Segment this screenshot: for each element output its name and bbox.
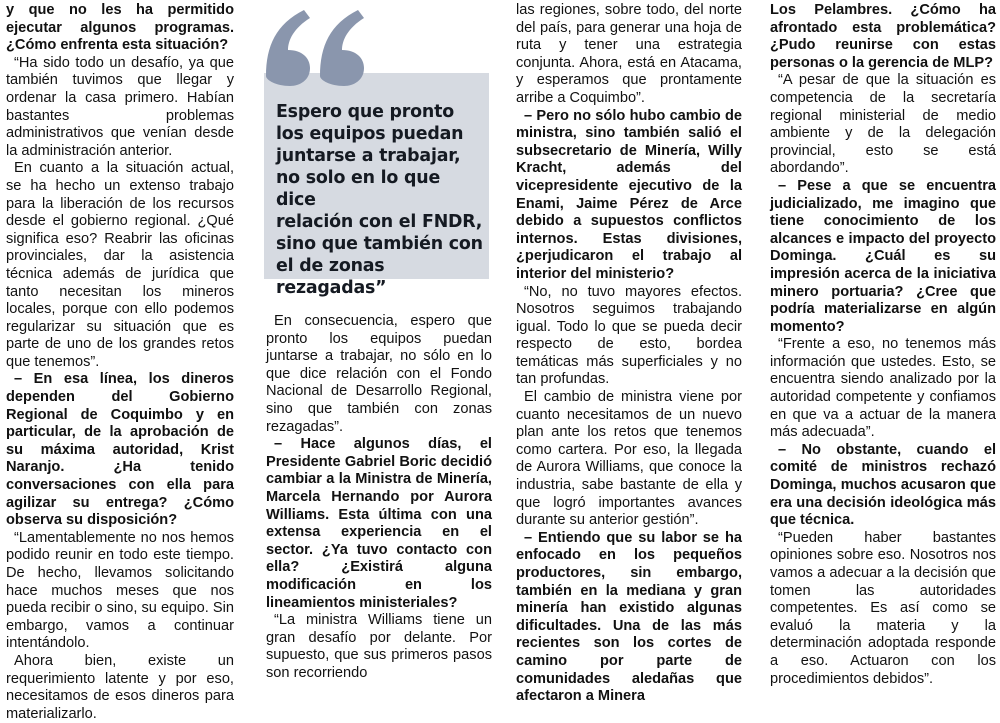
interview-question: Los Pelambres. ¿Cómo ha afrontado esta problemática? ¿Pudo reunirse con estas personas o la gerencia de MLP? <box>770 2 996 71</box>
interview-question: – No obstante, cuando el comité de ministros rechazó Dominga, muchos acusaron que era una decisión ideológica más que técnica. <box>770 441 996 529</box>
interview-answer: “Ha sido todo un desafío, ya que también tuvimos que llegar y ordenar la casa primero. Habían bastantes problemas administrativos que venían desde la administración anterior. <box>6 54 234 159</box>
article-column-2 <box>266 313 492 682</box>
interview-question: y que no les ha permitido ejecutar algunos programas. ¿Cómo enfrenta esta situación? <box>6 2 234 54</box>
interview-answer: “La ministra Williams tiene un gran desafío por delante. Por supuesto, que sus primeros pasos son recorriendo <box>266 612 492 681</box>
interview-answer: “A pesar de que la situación es competencia de la secretaría regional ministerial de medio ambiente y de la delegación provincial, esto se está abordando”. <box>770 72 996 177</box>
pull-quote-line: relación con el FNDR, <box>276 212 483 232</box>
open-quote-icon <box>262 0 372 86</box>
interview-answer: “Pueden haber bastantes opiniones sobre eso. Nosotros nos vamos a adecuar a la decisión que tomen las autoridades competentes. Es así como se evaluó la materia y la determinación adoptada responde a eso. Actuaron con los procedimientos debidos”. <box>770 529 996 687</box>
interview-question: – Pese a que se encuentra judicializado, me imagino que tiene conocimiento de los alcances e impacto del proyecto Dominga. ¿Cuál es su impresión acerca de la iniciativa minero portuaria? ¿Cree que podría materializarse en algún momento? <box>770 177 996 335</box>
pull-quote-text <box>276 101 484 299</box>
interview-answer: las regiones, sobre todo, del norte del país, para generar una hoja de ruta y tener una estrategia conjunta. Ahora, está en Atacama, y esperamos que prontamente arribe a Coquimbo”. <box>516 2 742 106</box>
interview-question: – Entiendo que su labor se ha enfocado en los pequeños productores, sin embargo, también en la mediana y gran minería han existido algunas dificultades. Una de las más recientes son los cortes de camino por parte de comunidades aledañas que afectaron a Minera <box>516 529 742 705</box>
interview-answer: En consecuencia, espero que pronto los equipos puedan juntarse a trabajar, no sólo en lo que dice relación con el Fondo Nacional de Desarrollo Regional, sino que también con zonas rezagadas”. <box>266 313 492 435</box>
pull-quote-box <box>264 73 489 298</box>
pull-quote-line: los equipos puedan <box>276 124 464 144</box>
interview-answer: “No, no tuvo mayores efectos. Nosotros seguimos trabajando igual. Todo lo que se pueda decir respecto de esto, bordea temáticas más superficiales y no tan profundas. <box>516 283 742 388</box>
pull-quote-line: el de zonas rezagadas” <box>276 256 387 298</box>
pull-quote-line: sino que también con <box>276 234 483 254</box>
pull-quote-line: juntarse a trabajar, <box>276 146 461 166</box>
article-column-4 <box>770 2 996 688</box>
interview-question: – Hace algunos días, el Presidente Gabriel Boric decidió cambiar a la Ministra de Minería, Marcela Hernando por Aurora Williams. Esta última con una extensa experiencia en el sector. ¿Ya tuvo contacto con ella? ¿Existirá alguna modificación en los lineamientos ministeriales? <box>266 436 492 611</box>
article-column-3 <box>516 2 742 706</box>
interview-answer: Ahora bien, existe un requerimiento latente y por eso, necesitamos de esos dineros para materializarlo. <box>6 652 234 722</box>
article-column-1 <box>6 2 234 723</box>
interview-question: – En esa línea, los dineros dependen del Gobierno Regional de Coquimbo y en particular, de la aprobación de su máxima autoridad, Krist Naranjo. ¿Ha tenido conversaciones con ella para agilizar su entrega? ¿Cómo observa su disposición? <box>6 371 234 529</box>
interview-answer: “Lamentablemente no nos hemos podido reunir en todo este tiempo. De hecho, llevamos solicitando hace muchos meses que nos pueda recibir o sino, su equipo. Sin embargo, vamos a continuar intentándolo. <box>6 529 234 652</box>
pull-quote-line: no solo en lo que dice <box>276 168 441 210</box>
interview-answer: El cambio de ministra viene por cuanto necesitamos de un nuevo plan ante los retos que tenemos como cartera. Por eso, la llegada de Aurora Williams, que conoce la industria, sabe bastante de ella y que logró importantes avances durante su anterior gestión”. <box>516 389 742 529</box>
interview-answer: “Frente a eso, no tenemos más información que ustedes. Esto, se encuentra siendo analizado por la autoridad competente y confiamos en que va a actuar de la manera más adecuada”. <box>770 336 996 441</box>
interview-question: – Pero no sólo hubo cambio de ministra, sino también salió el subsecretario de Minería, Willy Kracht, además del vicepresidente ejecutivo de la Enami, Jaime Pérez de Arce debido a supuestos conflictos internos. Estas divisiones, ¿perjudicaron el trabajo al interior del ministerio? <box>516 107 742 282</box>
pull-quote-line: Espero que pronto <box>276 102 454 122</box>
interview-answer: En cuanto a la situación actual, se ha hecho un extenso trabajo para la liberación de los recursos desde el gobierno regional. ¿Qué significa eso? Reabrir las oficinas provinciales, dar la asistencia técnica además de jurídica que tanto necesitan los mineros locales, porque con ello podemos regularizar su situación que es parte de uno de los grandes retos que tenemos”. <box>6 160 234 370</box>
